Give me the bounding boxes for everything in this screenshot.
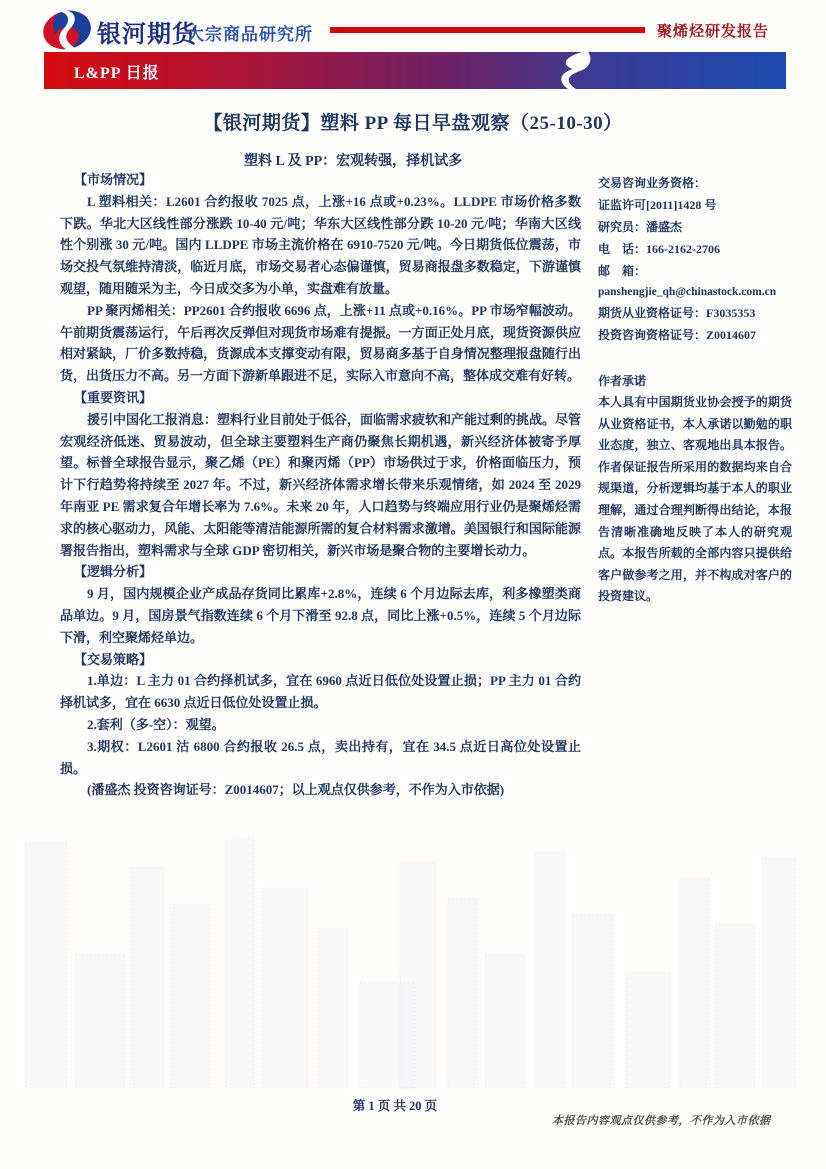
qualification-label: 交易咨询业务资格： xyxy=(598,176,707,190)
phone-value: 166-2162-2706 xyxy=(646,242,721,256)
paragraph xyxy=(60,583,581,648)
section-logic xyxy=(60,561,581,648)
paragraph xyxy=(60,409,581,562)
phone-label: 电 话： xyxy=(598,242,647,256)
author-promise-heading: 作者承诺 xyxy=(598,374,647,388)
banner-swoosh-icon xyxy=(552,52,592,89)
advisory-cert-line xyxy=(598,324,792,346)
para-lead: 2.套利（多-空）： xyxy=(87,716,186,732)
report-tag: 聚烯烃研发报告 xyxy=(657,24,770,40)
section-strategy xyxy=(60,649,581,802)
main-column xyxy=(60,169,581,801)
futures-cert-label: 期货从业资格证号： xyxy=(598,306,707,320)
author-promise-text: 本人具有中国期货业协会授予的期货从业资格证书，本人承诺以勤勉的职业态度，独立、客观地出具本报告。作者保证报告所采用的数据均来自合规渠道，分析逻辑均基于本人的职业理解，通过合理判断得出结论，本报告清晰准确地反映了本人的研究观点。本报告所载的全部内容只提供给客户做参考之用，并不构成对客户的投资建议。 xyxy=(598,395,792,604)
para-lead: 1.单边： xyxy=(87,673,137,689)
banner xyxy=(44,52,786,89)
section-heading: 【重要资讯】 xyxy=(74,389,153,405)
section-market xyxy=(60,169,581,387)
para-text: 观望。 xyxy=(185,716,225,732)
para-text: 9 月，国内规模企业产成品存货同比累库+2.8%，连续 6 个月边际去库，利多橡塑类商品单边。9 月，国房景气指数连续 6 个月下滑至 92.8 点，同比上涨+0.5%，连续 5 个月边际下滑，利空聚烯烃单边。 xyxy=(60,586,581,645)
watermark-skyline-image xyxy=(0,832,826,1090)
section-heading: 【交易策略】 xyxy=(74,651,153,667)
dept-name: 大宗商品研究所 xyxy=(187,25,313,44)
advisory-cert-label: 投资咨询资格证号： xyxy=(598,328,707,342)
researcher-label: 研究员： xyxy=(598,220,647,234)
para-text: L 主力 01 合约择机试多，宜在 6960 点近日低位处设置止损；PP 主力 01 合约择机试多，宜在 6630 点近日低位处设置止损。 xyxy=(60,673,581,711)
footer-disclaimer: 本报告内容观点仅供参考，不作为入市依据 xyxy=(552,1115,771,1127)
section-heading: 【市场情况】 xyxy=(74,172,153,187)
report-subtitle: 塑料 L 及 PP：宏观转强，择机试多 xyxy=(244,154,463,169)
email-label: 邮 箱： xyxy=(598,264,647,278)
header-rule xyxy=(330,27,645,33)
phone-line xyxy=(598,238,792,260)
para-text: L2601 沽 6800 合约报收 26.5 点，卖出持有，宜在 34.5 点近日高位处设置止损。 xyxy=(60,738,581,776)
paragraph xyxy=(60,191,581,300)
section-heading: 【逻辑分析】 xyxy=(74,564,153,580)
email-value: panshengjie_qh@chinastock.com.cn xyxy=(598,286,777,298)
para-text: PP2601 合约报收 6696 点，上涨+11 点或+0.16%。PP 市场窄幅波动。午前期货震荡运行，午后再次反弹但对现货市场难有提振。一方面正处月底，现货资源供应相对紧缺，厂价多数持稳，货源成本支撑变动有限，贸易商多基于自身情况整理报盘随行出货，出货压力不高。另一方面下游新单跟进不足，实际入市意向不高，整体成交难有好转。 xyxy=(60,302,581,384)
paragraph xyxy=(60,736,581,780)
qualification-value: 证监许可[2011]1428 号 xyxy=(598,198,717,212)
report-title: 【银河期货】塑料 PP 每日早盘观察（25-10-30） xyxy=(203,113,623,134)
para-text: (潘盛杰 投资咨询证号：Z0014607；以上观点仅供参考，不作为入市依据) xyxy=(87,782,505,798)
futures-cert-line xyxy=(598,302,792,324)
futures-cert-value: F3035353 xyxy=(706,306,756,320)
para-lead: PP 聚丙烯相关： xyxy=(87,302,184,318)
para-text: 援引中国化工报消息：塑料行业目前处于低谷，面临需求疲软和产能过剩的挑战。尽管宏观经济低迷、贸易波动，但全球主要塑料生产商仍聚焦长期机遇，新兴经济体被寄予厚望。标普全球报告显示，聚乙烯（PE）和聚丙烯（PP）市场供过于求，价格面临压力，预计下行趋势将持续至 2027 年。不过，新兴经济体需求增长带来乐观情绪，如 2024 至 2029 年南亚 PE 需求复合年增长率为 7.6%。未来 20 年，人口趋势与终端应用行业仍是聚烯烃需求的核心驱动力，风能、太阳能等清洁能源所需的复合材料需求激增。美国银行和国际能源署报告指出，塑料需求与全球 GDP 密切相关，新兴市场是聚合物的主要增长动力。 xyxy=(60,411,582,558)
paragraph xyxy=(60,714,581,736)
para-text: L2601 合约报收 7025 点，上涨+16 点或+0.23%。LLDPE 市场价格多数下跌。华北大区线性部分涨跌 10-40 元/吨；华东大区线性部分跌 10-20 元/吨；华南大区线性个别涨 30 元/吨。国内 LLDPE 市场主流价格在 6910-7520 元/吨。今日期货低位震荡，市场交投气氛维持清淡，临近月底，市场交易者心态偏谨慎，贸易商报盘多数稳定，下游谨慎观望，随用随采为主，今日成交多为小单，实盘难有放量。 xyxy=(60,193,581,296)
page-number: 第 1 页 共 20 页 xyxy=(352,1099,438,1113)
advisory-cert-value: Z0014607 xyxy=(706,328,757,342)
sidebar xyxy=(598,172,792,608)
section-news xyxy=(60,387,581,561)
para-lead: L 塑料相关： xyxy=(87,193,166,209)
para-lead: 3.期权： xyxy=(87,738,138,754)
brand-name: 银河期货 xyxy=(97,21,197,48)
galaxy-logo-icon xyxy=(40,8,94,52)
paragraph xyxy=(60,300,581,387)
banner-title: L&PP 日报 xyxy=(74,65,160,82)
researcher-line xyxy=(598,216,792,238)
paragraph xyxy=(60,779,581,801)
researcher-name: 潘盛杰 xyxy=(646,220,683,234)
paragraph xyxy=(60,670,581,714)
